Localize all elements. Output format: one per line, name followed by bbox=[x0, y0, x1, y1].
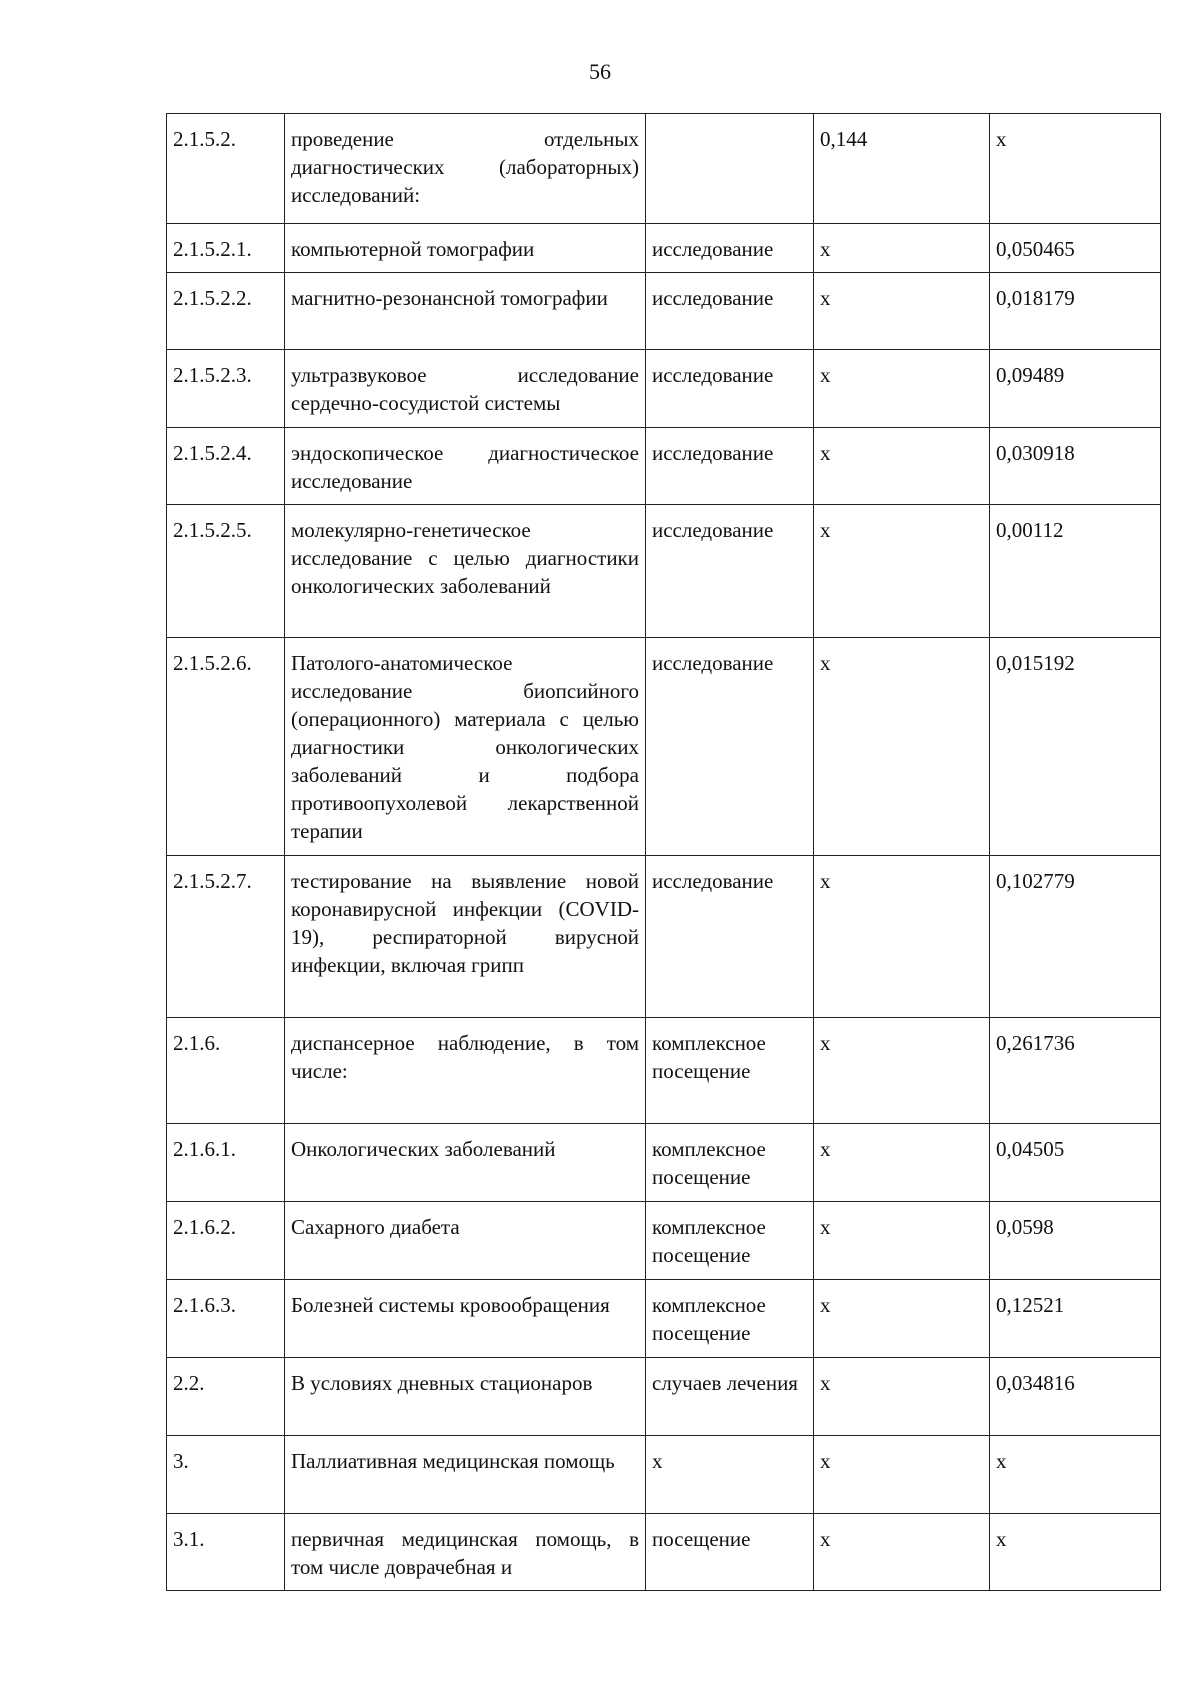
description-cell: первичная медицинская помощь, в том числе доврачебная и bbox=[285, 1514, 646, 1591]
row-number-cell: 2.1.6.2. bbox=[167, 1202, 285, 1280]
value-cell-2: 0,015192 bbox=[990, 638, 1161, 856]
value-cell-1: х bbox=[814, 428, 990, 505]
value-cell-1: х bbox=[814, 1018, 990, 1124]
row-number-cell: 2.1.5.2.6. bbox=[167, 638, 285, 856]
table-row bbox=[167, 428, 1161, 505]
value-cell-1: х bbox=[814, 1280, 990, 1358]
value-cell-2: 0,030918 bbox=[990, 428, 1161, 505]
table-row bbox=[167, 638, 1161, 856]
table-row bbox=[167, 1436, 1161, 1514]
table-row bbox=[167, 1514, 1161, 1591]
row-number-cell: 2.1.6.1. bbox=[167, 1124, 285, 1202]
description-cell: магнитно-резонансной томографии bbox=[285, 273, 646, 350]
description-cell: диспансерное наблюдение, в том числе: bbox=[285, 1018, 646, 1124]
description-cell: молекулярно-генетическое исследование с целью диагностики онкологических заболеваний bbox=[285, 505, 646, 638]
value-cell-2: 0,04505 bbox=[990, 1124, 1161, 1202]
value-cell-2: 0,050465 bbox=[990, 224, 1161, 273]
value-cell-2: х bbox=[990, 114, 1161, 224]
description-cell: Болезней системы кровообращения bbox=[285, 1280, 646, 1358]
description-cell: тестирование на выявление новой коронавирусной инфекции (COVID-19), респираторной вирусной инфекции, включая грипп bbox=[285, 856, 646, 1018]
value-cell-2: 0,261736 bbox=[990, 1018, 1161, 1124]
unit-cell: исследование bbox=[646, 638, 814, 856]
value-cell-1: х bbox=[814, 1514, 990, 1591]
unit-cell: исследование bbox=[646, 224, 814, 273]
value-cell-2: х bbox=[990, 1514, 1161, 1591]
value-cell-2: 0,034816 bbox=[990, 1358, 1161, 1436]
row-number-cell: 2.1.5.2. bbox=[167, 114, 285, 224]
unit-cell: случаев лечения bbox=[646, 1358, 814, 1436]
row-number-cell: 2.1.5.2.5. bbox=[167, 505, 285, 638]
table-row bbox=[167, 1018, 1161, 1124]
unit-cell: исследование bbox=[646, 428, 814, 505]
description-cell: проведение отдельных диагностических (лабораторных) исследований: bbox=[285, 114, 646, 224]
table-row bbox=[167, 350, 1161, 428]
data-table bbox=[166, 113, 1161, 1591]
table-row bbox=[167, 1124, 1161, 1202]
description-cell: Онкологических заболеваний bbox=[285, 1124, 646, 1202]
row-number-cell: 3.1. bbox=[167, 1514, 285, 1591]
value-cell-2: 0,00112 bbox=[990, 505, 1161, 638]
description-cell: Патолого-анатомическое исследование биопсийного (операционного) материала с целью диагностики онкологических заболеваний и подбора противоопухолевой лекарственной терапии bbox=[285, 638, 646, 856]
description-cell: компьютерной томографии bbox=[285, 224, 646, 273]
description-cell: эндоскопическое диагностическое исследование bbox=[285, 428, 646, 505]
value-cell-2: 0,102779 bbox=[990, 856, 1161, 1018]
value-cell-1: х bbox=[814, 1436, 990, 1514]
unit-cell: исследование bbox=[646, 350, 814, 428]
row-number-cell: 2.1.5.2.7. bbox=[167, 856, 285, 1018]
table-row bbox=[167, 224, 1161, 273]
table-row bbox=[167, 1358, 1161, 1436]
unit-cell bbox=[646, 114, 814, 224]
description-cell: Паллиативная медицинская помощь bbox=[285, 1436, 646, 1514]
table-row bbox=[167, 1202, 1161, 1280]
value-cell-2: 0,12521 bbox=[990, 1280, 1161, 1358]
value-cell-1: х bbox=[814, 224, 990, 273]
unit-cell: х bbox=[646, 1436, 814, 1514]
row-number-cell: 2.1.6. bbox=[167, 1018, 285, 1124]
unit-cell: исследование bbox=[646, 505, 814, 638]
row-number-cell: 2.2. bbox=[167, 1358, 285, 1436]
table-row bbox=[167, 1280, 1161, 1358]
value-cell-1: х bbox=[814, 1202, 990, 1280]
unit-cell: комплексное посещение bbox=[646, 1202, 814, 1280]
value-cell-2: 0,0598 bbox=[990, 1202, 1161, 1280]
row-number-cell: 3. bbox=[167, 1436, 285, 1514]
row-number-cell: 2.1.5.2.4. bbox=[167, 428, 285, 505]
value-cell-2: 0,09489 bbox=[990, 350, 1161, 428]
row-number-cell: 2.1.5.2.3. bbox=[167, 350, 285, 428]
unit-cell: комплексное посещение bbox=[646, 1018, 814, 1124]
description-cell: Сахарного диабета bbox=[285, 1202, 646, 1280]
value-cell-1: х bbox=[814, 505, 990, 638]
description-cell: ультразвуковое исследование сердечно-сосудистой системы bbox=[285, 350, 646, 428]
table-row bbox=[167, 505, 1161, 638]
unit-cell: посещение bbox=[646, 1514, 814, 1591]
value-cell-1: х bbox=[814, 856, 990, 1018]
row-number-cell: 2.1.5.2.1. bbox=[167, 224, 285, 273]
value-cell-1: 0,144 bbox=[814, 114, 990, 224]
value-cell-2: х bbox=[990, 1436, 1161, 1514]
value-cell-1: х bbox=[814, 1124, 990, 1202]
value-cell-1: х bbox=[814, 638, 990, 856]
row-number-cell: 2.1.5.2.2. bbox=[167, 273, 285, 350]
unit-cell: комплексное посещение bbox=[646, 1124, 814, 1202]
description-cell: В условиях дневных стационаров bbox=[285, 1358, 646, 1436]
value-cell-1: х bbox=[814, 350, 990, 428]
row-number-cell: 2.1.6.3. bbox=[167, 1280, 285, 1358]
unit-cell: исследование bbox=[646, 273, 814, 350]
value-cell-1: х bbox=[814, 273, 990, 350]
value-cell-1: х bbox=[814, 1358, 990, 1436]
table-row bbox=[167, 114, 1161, 224]
page-number: 56 bbox=[589, 59, 611, 84]
table-row bbox=[167, 856, 1161, 1018]
unit-cell: комплексное посещение bbox=[646, 1280, 814, 1358]
table-row bbox=[167, 273, 1161, 350]
value-cell-2: 0,018179 bbox=[990, 273, 1161, 350]
unit-cell: исследование bbox=[646, 856, 814, 1018]
